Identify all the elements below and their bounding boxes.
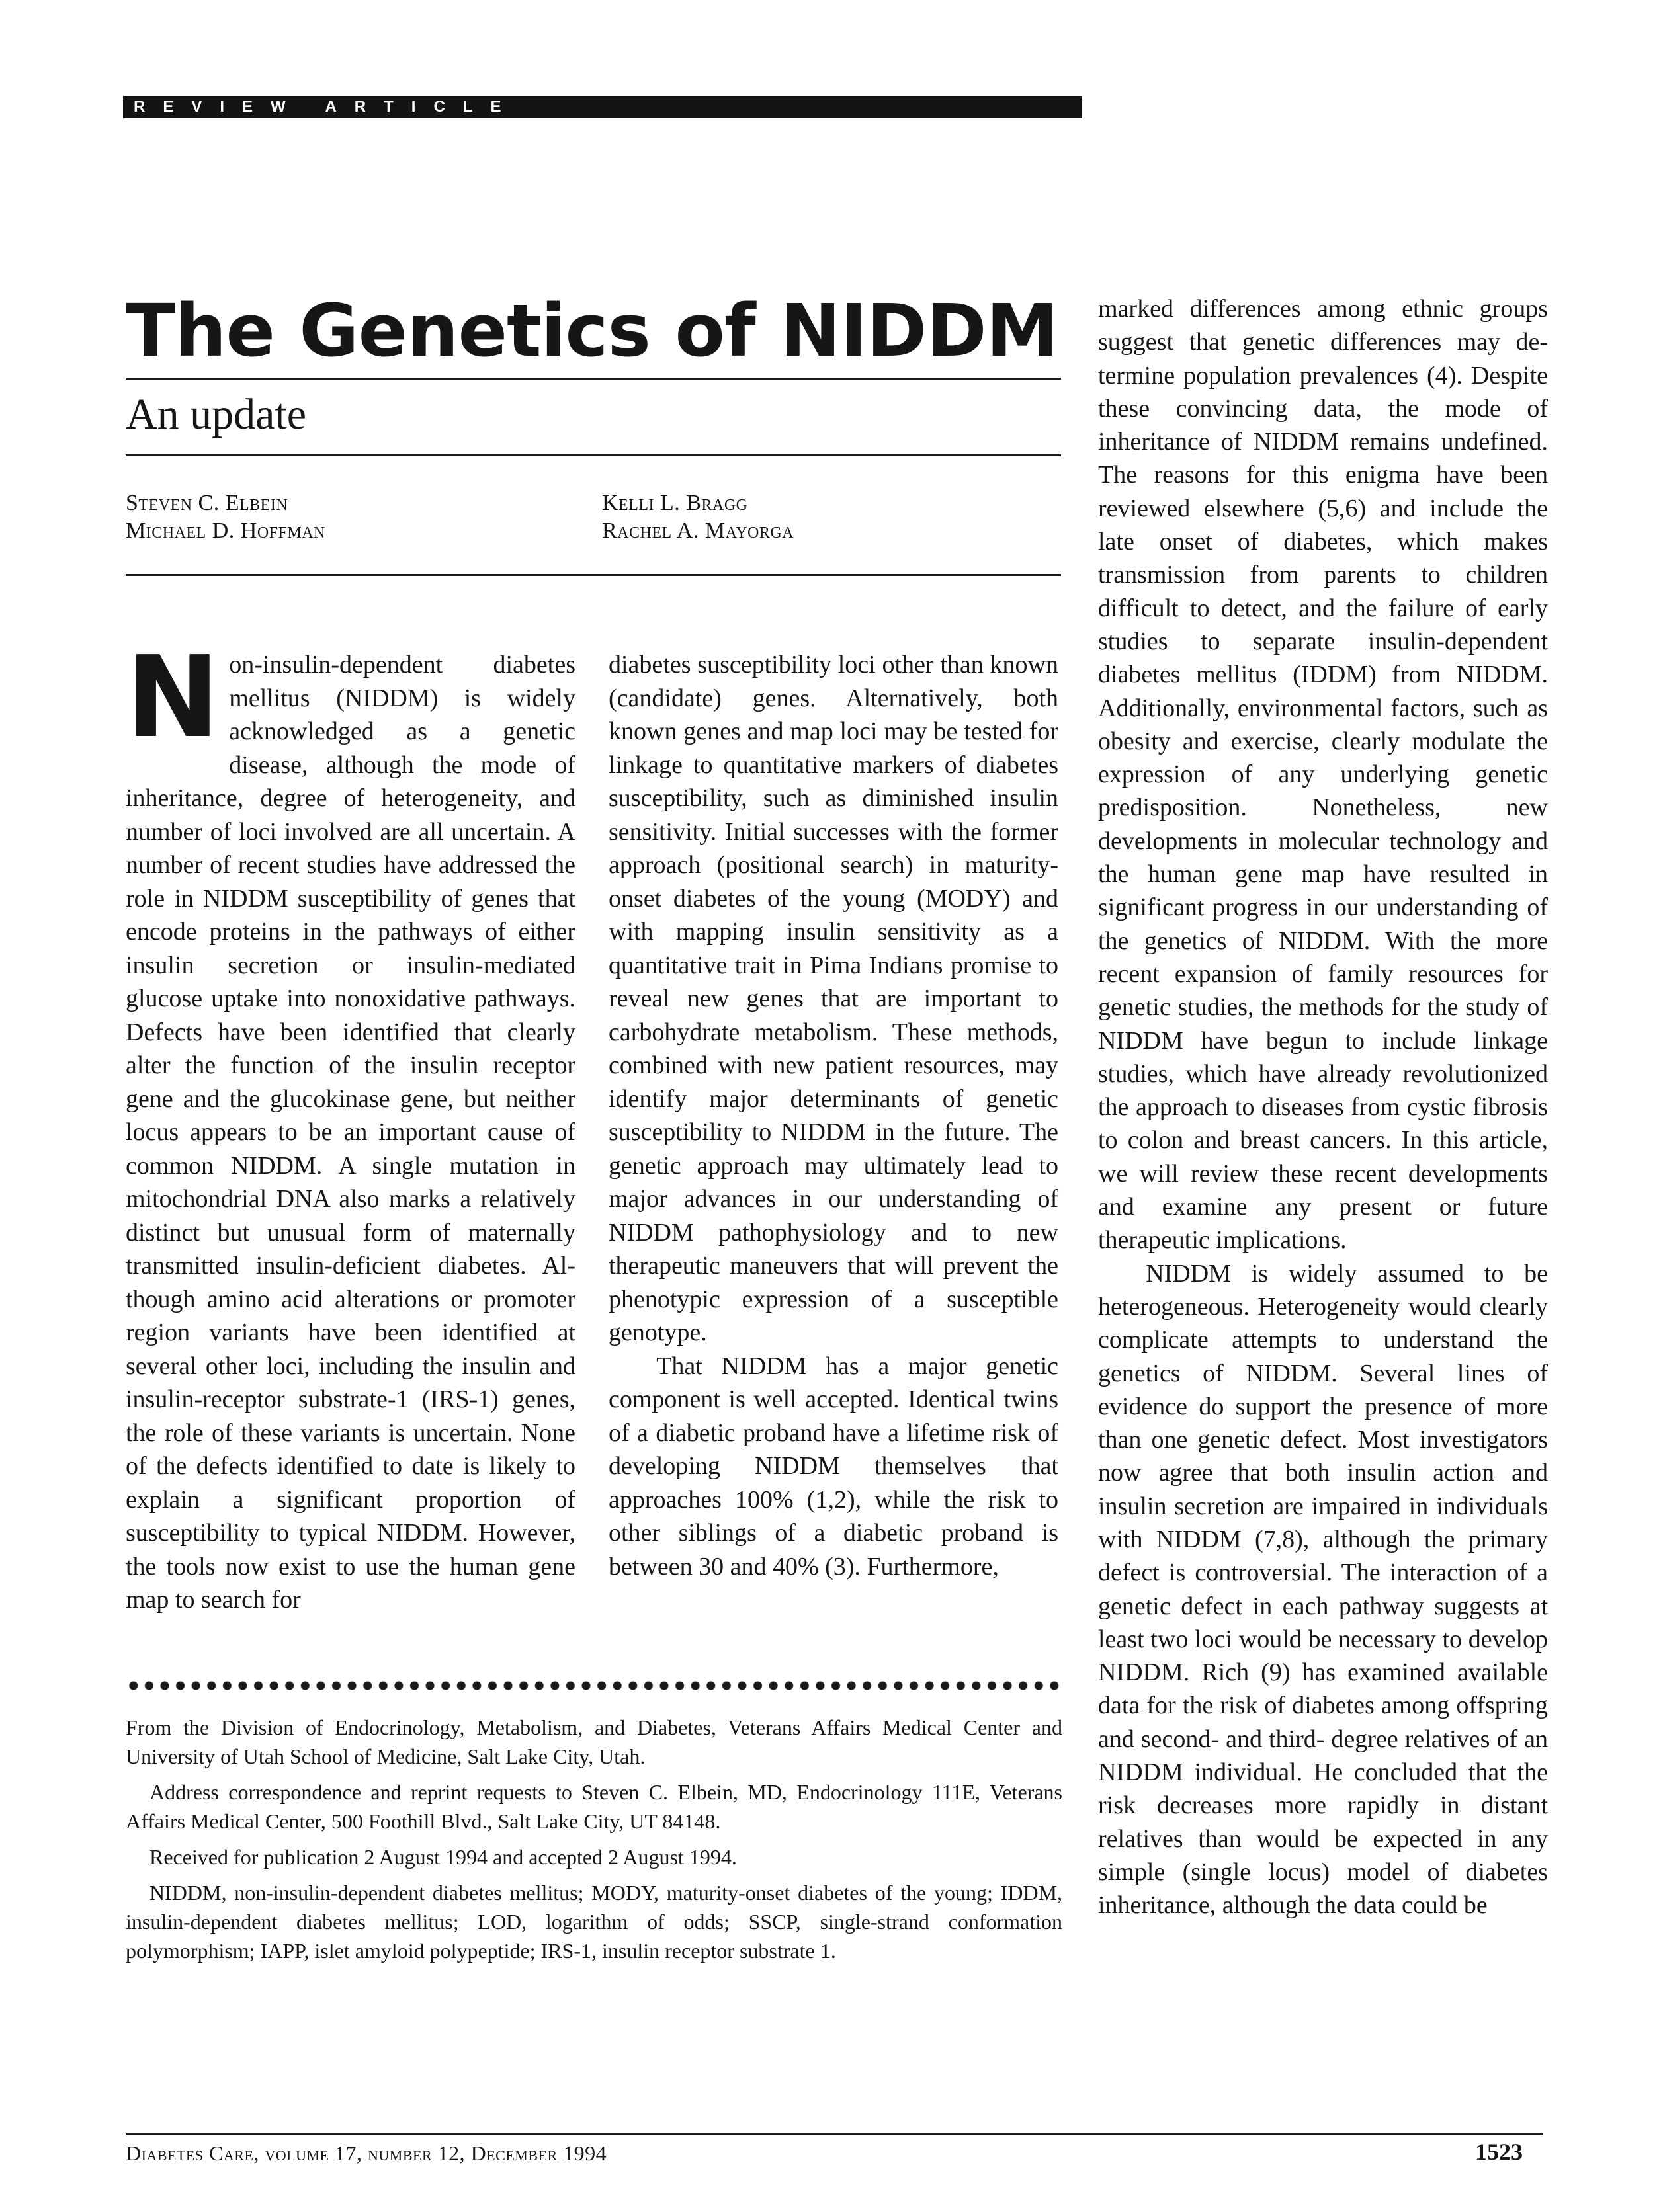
footnote-abbreviations: NIDDM, non-insulin-dependent diabetes mellitus; MODY, maturity-onset diabetes of the young; IDDM, insulin-dependent diabetes mellitus; LOD, logarithm of odds; SSCP, single-strand conformation polymorphism; IAPP, islet amyloid polypeptide; IRS-1, insulin receptor substrate 1. xyxy=(126,1881,1062,1963)
body-paragraph: marked differences among ethnic groups suggest that genetic differences may determine population prevalences (4). Despite these convincing data, the mode of inheritance of NIDDM remains undefined. The reasons for this enigma have been reviewed elsewhere (5,6) and include the late onset of diabetes, which makes transmission from parents to children difficult to detect, and the failure of early studies to separate insulin-dependent diabetes mellitus (IDDM) from NIDDM. Additionally, environmental factors, such as obesity and exercise, clearly modulate the expression of any underlying genetic predisposition. Nonetheless, new developments in molecular technology and the human gene map have resulted in significant progress in our understanding of the genetics of NIDDM. With the more recent expansion of family resources for genetic studies, the methods for the study of NIDDM have begun to include linkage studies, which have already revolutionized the approach to diseases from cystic fibrosis to colon and breast cancers. In this article, we will review these recent developments and examine any present or future therapeutic implications. xyxy=(1098,295,1548,1254)
article-title: The Genetics of NIDDM xyxy=(126,288,1058,373)
body-paragraph: diabetes susceptibility loci other than known (candidate) genes. Alternatively, both known genes and map loci may be tested for linkage to quantitative markers of diabetes susceptibility, such as diminished insulin sensitivity. Initial successes with the former approach (positional search) in maturity-onset diabetes of the young (MODY) and with mapping insulin sensitivity as a quantitative trait in Pima Indians promise to reveal new genes that are important to carbohydrate metabolism. These methods, combined with new patient resources, may identify major determinants of genetic susceptibility to NIDDM in the future. The genetic approach may ultimately lead to major advances in our understanding of NIDDM pathophysiology and to new therapeutic maneuvers that will prevent the phenotypic expression of a susceptible genotype. xyxy=(609,651,1058,1346)
authors-rule xyxy=(126,574,1061,576)
author-name: Steven C. Elbein xyxy=(126,491,288,515)
body-paragraph: NIDDM is widely assumed to be heterogeneous. Heterogeneity would clearly complicate attempts to understand the genetics of NIDDM. Several lines of evidence do support the presence of more than one genetic defect. Most investigators now agree that both insulin action and insulin secretion are impaired in individuals with NIDDM (7,8), although the primary defect is controversial. The interaction of a genetic defect in each pathway suggests at least two loci would be necessary to develop NIDDM. Rich (9) has examined available data for the risk of diabetes among offspring and second- and third- degree relatives of an NIDDM individual. He concluded that the risk decreases more rapidly in distant relatives than would be expected in any simple (single locus) model of diabetes inheritance, although the data could be xyxy=(1098,1259,1548,1920)
section-label: REVIEW ARTICLE xyxy=(134,98,519,116)
author-name: Michael D. Hoffman xyxy=(126,518,325,543)
body-paragraph: That NIDDM has a major genetic component is well accepted. Identical twins of a diabetic proband have a lifetime risk of developing NIDDM themselves that approaches 100% (1,2), while the risk to other siblings of a diabetic proband is between 30 and 40% (3). Furthermore, xyxy=(609,1352,1058,1580)
article-subtitle: An update xyxy=(126,390,307,438)
author-name: Kelli L. Bragg xyxy=(602,491,748,515)
footnote-received: Received for publication 2 August 1994 and accepted 2 August 1994. xyxy=(149,1845,737,1869)
page-number: 1523 xyxy=(1475,2139,1523,2165)
author-name: Rachel A. Mayorga xyxy=(602,518,794,543)
drop-cap: N xyxy=(126,632,220,763)
author-list-left xyxy=(126,489,325,545)
body-column-3 xyxy=(1098,292,1548,1922)
title-rule xyxy=(126,378,1061,380)
footnote-affiliation: From the Division of Endocrinology, Metabolism, and Diabetes, Veterans Affairs Medical Center and University of Utah School of Medicine, Salt Lake City, Utah. xyxy=(126,1715,1062,1768)
subtitle-rule xyxy=(126,454,1061,456)
footnotes xyxy=(126,1713,1062,1972)
body-paragraph: on-insulin-dependent diabetes mellitus (NIDDM) is widely acknowledged as a genetic disease, although the mode of inheritance, degree of heterogeneity, and number of loci involved are all uncertain. A number of recent studies have addressed the role in NIDDM susceptibility of genes that encode proteins in the pathways of either insulin secretion or insulin-mediated glucose uptake into nonoxidative pathways. Defects have been identified that clearly alter the function of the insulin receptor gene and the glucokinase gene, but neither locus appears to be an important cause of common NIDDM. A single mutation in mitochondrial DNA also marks a relatively distinct but unusual form of maternally transmitted insulin-deficient diabetes. Although amino acid alterations or promoter region variants have been identified at several other loci, including the insulin and insulin-receptor substrate-1 (IRS-1) genes, the role of these variants is uncertain. None of the defects identified to date is likely to explain a significant proportion of susceptibility to typical NIDDM. However, the tools now exist to use the human gene map to search for xyxy=(126,651,575,1614)
dotted-separator xyxy=(126,1678,1065,1693)
journal-citation: Diabetes Care, volume 17, number 12, December 1994 xyxy=(126,2141,607,2165)
footer-rule xyxy=(126,2133,1543,2135)
section-banner xyxy=(123,96,1082,118)
body-column-1 xyxy=(126,632,575,1617)
body-column-2 xyxy=(609,648,1058,1583)
footnote-correspondence: Address correspondence and reprint requests to Steven C. Elbein, MD, Endocrinology 111E, Veterans Affairs Medical Center, 500 Foothill Blvd., Salt Lake City, UT 84148. xyxy=(126,1780,1062,1833)
author-list-right xyxy=(602,489,794,545)
